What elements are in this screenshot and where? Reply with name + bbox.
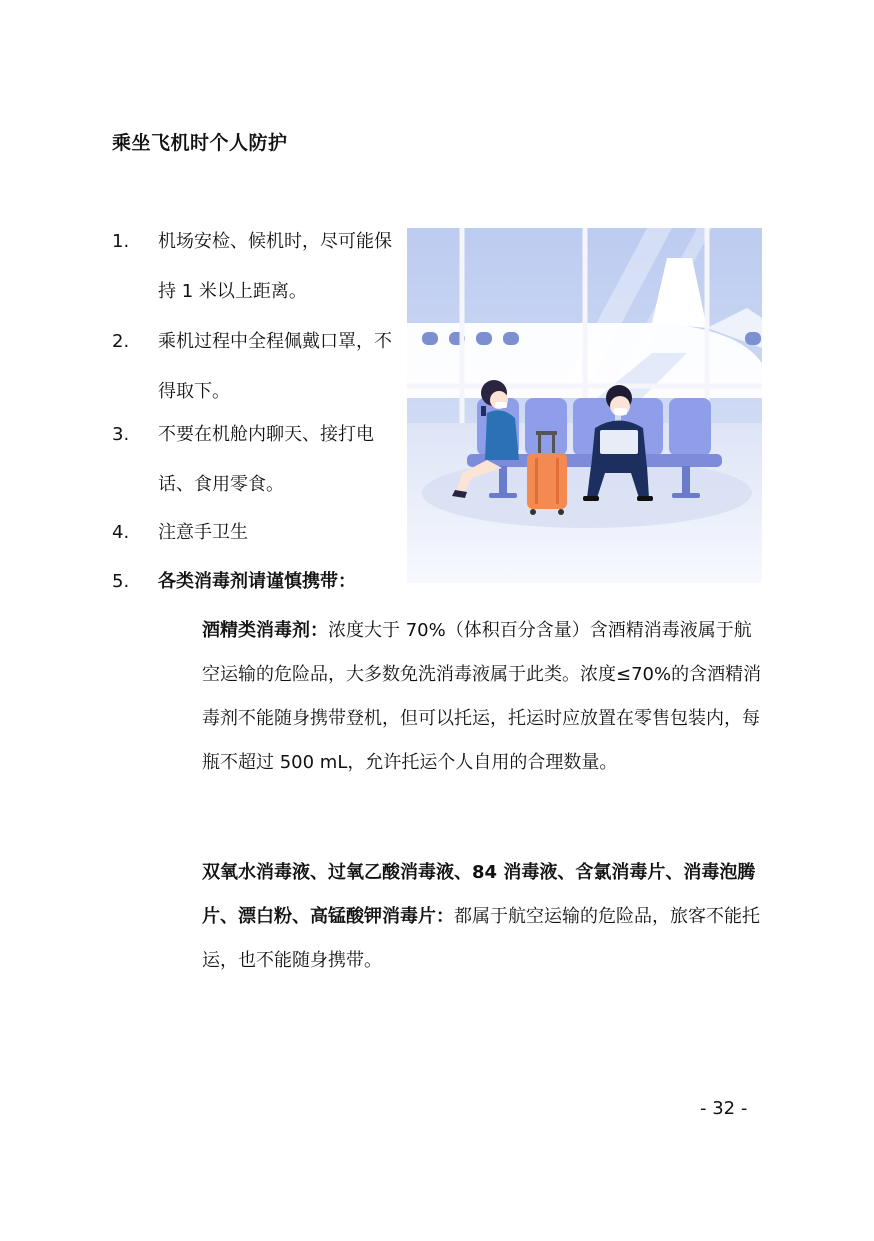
list-item [112, 217, 402, 317]
list-item [112, 508, 402, 558]
list-item [112, 317, 402, 417]
list-text: 各类消毒剂请谨慎携带： [158, 571, 356, 592]
list-number: 4. [112, 522, 130, 543]
page-title: 乘坐飞机时个人防护 [112, 132, 288, 154]
list-number: 5. [112, 571, 130, 592]
other-disinfectant-paragraph [202, 851, 764, 983]
list-number: 2. [112, 331, 130, 352]
paragraph-lead: 双氧水消毒液、过氧乙酸消毒液、84 消毒液、含氯消毒片、消毒泡腾片、漂白粉、高锰酸钾消毒片： [202, 862, 756, 927]
list-item [112, 410, 402, 510]
page-number: - 32 - [700, 1098, 748, 1119]
list-number: 1. [112, 231, 130, 252]
paragraph-body: 浓度大于 70%（体积百分含量）含酒精消毒液属于航空运输的危险品，大多数免洗消毒液属于此类。浓度≤70%的含酒精消毒剂不能随身携带登机，但可以托运，托运时应放置在零售包装内，每瓶不超过 500 mL，允许托运个人自用的合理数量。 [202, 620, 762, 773]
airport-waiting-illustration [407, 228, 762, 583]
list-item [112, 557, 442, 607]
list-text: 不要在机舱内聊天、接打电话、食用零食。 [158, 424, 374, 495]
list-number: 3. [112, 424, 130, 445]
list-text: 乘机过程中全程佩戴口罩，不得取下。 [158, 331, 392, 402]
list-text: 机场安检、候机时，尽可能保持 1 米以上距离。 [158, 231, 392, 302]
alcohol-disinfectant-paragraph [202, 609, 764, 785]
list-text: 注意手卫生 [158, 522, 248, 543]
paragraph-lead: 酒精类消毒剂： [202, 620, 328, 641]
paragraph-body: 都属于航空运输的危险品，旅客不能托运，也不能随身携带。 [202, 906, 760, 971]
